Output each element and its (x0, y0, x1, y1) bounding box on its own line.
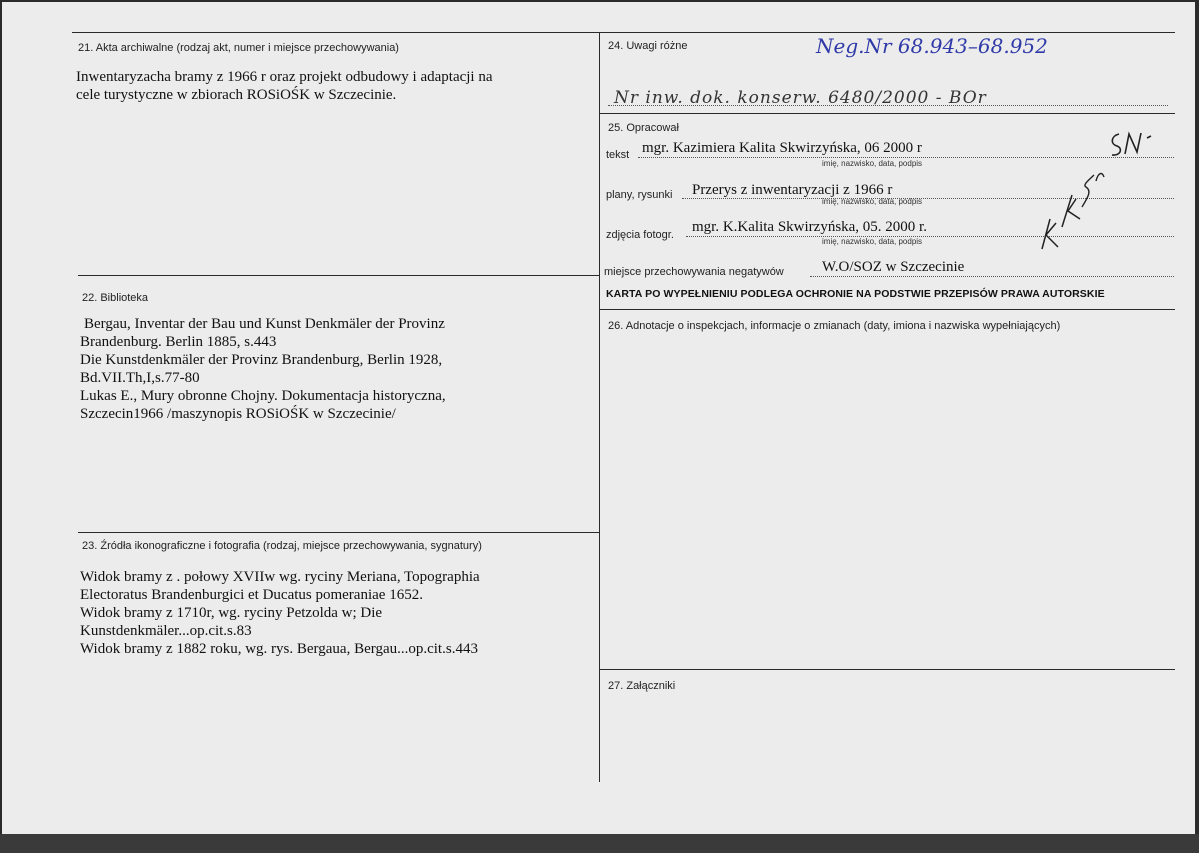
copyright-notice: KARTA PO WYPEŁNIENIU PODLEGA OCHRONIE NA PODSTWIE PRZEPISÓW PRAWA AUTORSKIE (606, 288, 1105, 300)
tekst-caption: imię, nazwisko, data, podpis (822, 159, 923, 168)
section-23-line-1: Widok bramy z . połowy XVIIw wg. ryciny Meriana, Topographia (80, 569, 480, 585)
divider-24-25 (600, 113, 1175, 114)
signature-handwritten (1032, 167, 1112, 257)
section-22-header: 22. Biblioteka (82, 292, 149, 304)
section-22-line-1: Bergau, Inventar der Bau und Kunst Denkmäler der Provinz (84, 316, 445, 332)
negatives-dotted-line (810, 276, 1174, 277)
divider-21-22 (78, 275, 600, 276)
uwagi-dotted-line (608, 105, 1168, 106)
section-23-line-5: Widok bramy z 1882 roku, wg. rys. Bergaua, Bergau...op.cit.s.443 (80, 641, 478, 657)
handwritten-inventory-number: Nr inw. dok. konserw. 6480/2000 - BOr (614, 88, 987, 108)
section-22-line-2: Brandenburg. Berlin 1885, s.443 (80, 334, 277, 350)
section-22-line-6: Szczecin1966 /maszynopis ROSiOŚK w Szczecinie/ (80, 406, 396, 422)
negatives-label: miejsce przechowywania negatywów (604, 266, 784, 278)
tekst-dotted-line (638, 157, 1174, 158)
divider-25-26 (600, 309, 1175, 310)
section-21-line-1: Inwentaryzacha bramy z 1966 r oraz projekt odbudowy i adaptacji na (76, 69, 493, 85)
plany-value: Przerys z inwentaryzacji z 1966 r (692, 182, 893, 198)
signature-initials (1107, 130, 1157, 160)
section-27-header: 27. Załączniki (608, 680, 676, 692)
section-23-header: 23. Źródła ikonograficzne i fotografia (rodzaj, miejsce przechowywania, sygnatury) (82, 540, 482, 552)
negatives-value: W.O/SOZ w Szczecinie (822, 259, 965, 275)
tekst-value: mgr. Kazimiera Kalita Skwirzyńska, 06 2000 r (642, 140, 922, 156)
zdjecia-caption: imię, nazwisko, data, podpis (822, 237, 923, 246)
section-22-line-4: Bd.VII.Th,I,s.77-80 (80, 370, 200, 386)
tekst-label: tekst (606, 149, 630, 161)
zdjecia-value: mgr. K.Kalita Skwirzyńska, 05. 2000 r. (692, 219, 927, 235)
section-21-line-2: cele turystyczne w zbiorach ROSiOŚK w Szczecinie. (76, 87, 397, 103)
plany-caption: imię, nazwisko, data, podpis (822, 197, 923, 206)
divider-26-27 (600, 669, 1175, 670)
section-23-line-2: Electoratus Brandenburgici et Ducatus pomeraniae 1652. (80, 587, 423, 603)
divider-22-23 (78, 532, 600, 533)
plany-label: plany, rysunki (606, 189, 673, 201)
section-25-header: 25. Opracował (608, 122, 679, 134)
scan-shadow (0, 834, 1199, 853)
section-26-header: 26. Adnotacje o inspekcjach, informacje o zmianach (daty, imiona i nazwiska wypełniających) (608, 320, 1061, 332)
top-rule (72, 32, 1175, 33)
zdjecia-label: zdjęcia fotogr. (606, 229, 674, 241)
record-card (2, 2, 1195, 834)
section-22-line-3: Die Kunstdenkmäler der Provinz Brandenburg, Berlin 1928, (80, 352, 443, 368)
section-24-header: 24. Uwagi różne (608, 40, 688, 52)
handwritten-negative-number: Neg.Nr 68.943–68.952 (816, 34, 1048, 58)
section-23-line-3: Widok bramy z 1710r, wg. ryciny Petzolda w; Die (80, 605, 383, 621)
section-22-line-5: Lukas E., Mury obronne Chojny. Dokumentacja historyczna, (80, 388, 446, 404)
section-23-line-4: Kunstdenkmäler...op.cit.s.83 (80, 623, 252, 639)
section-21-header: 21. Akta archiwalne (rodzaj akt, numer i miejsce przechowywania) (78, 42, 399, 54)
